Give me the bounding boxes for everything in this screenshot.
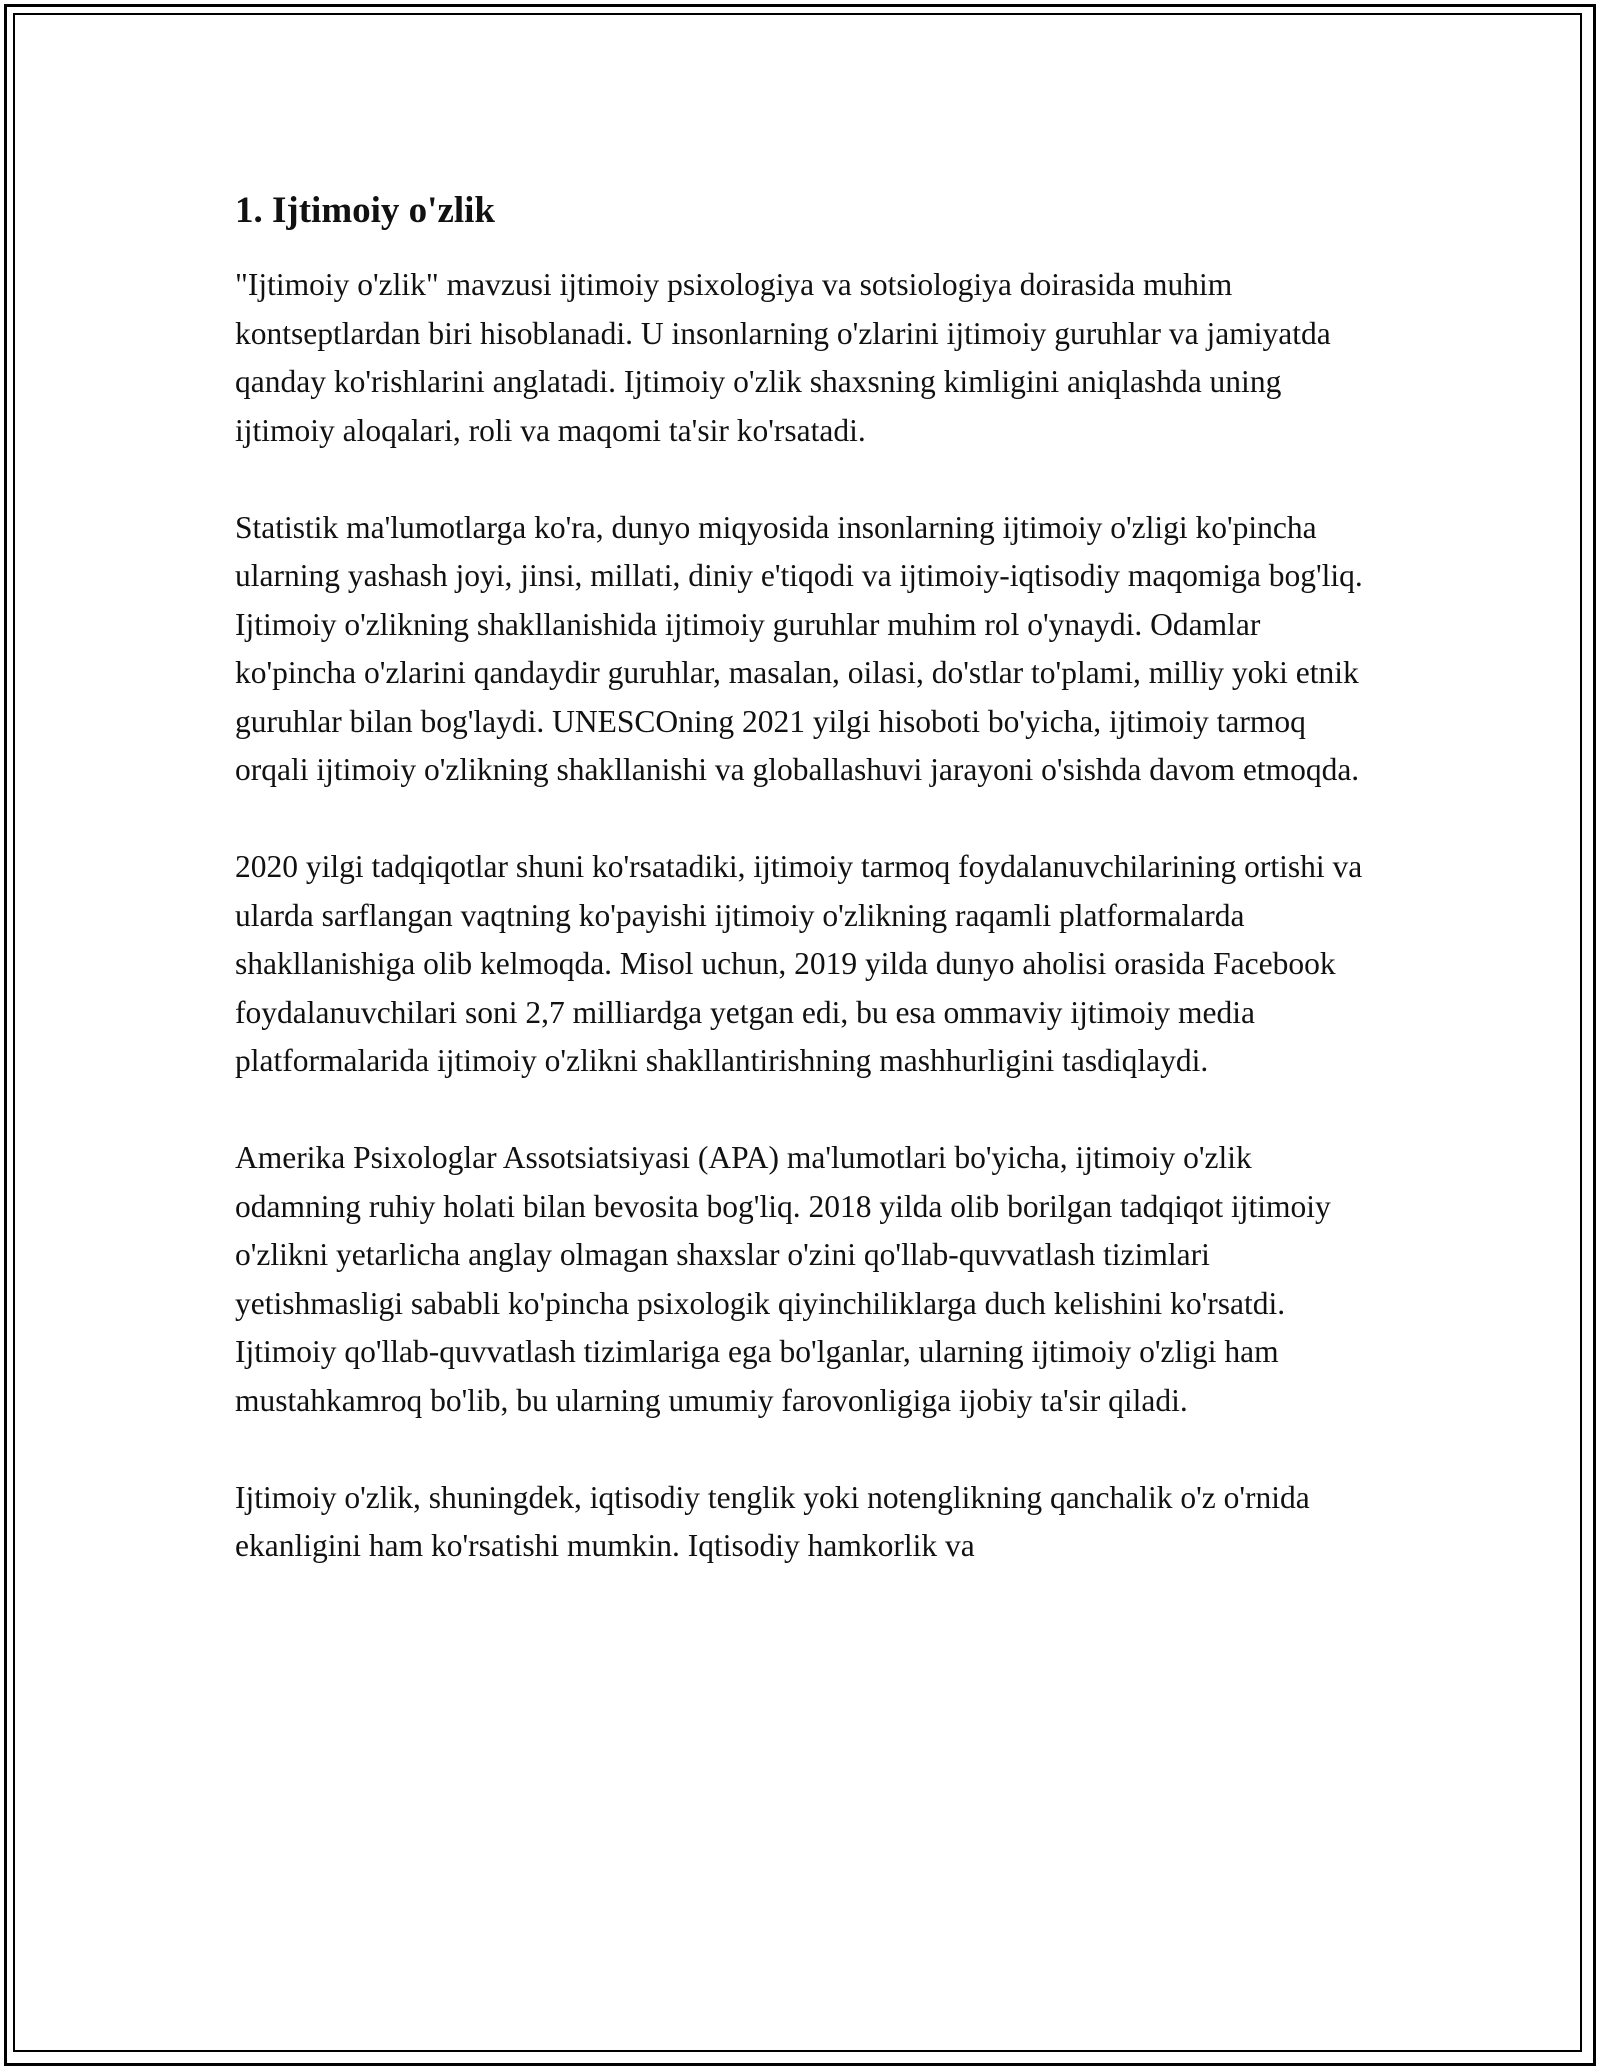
paragraph-3: 2020 yilgi tadqiqotlar shuni ko'rsatadiki, ijtimoiy tarmoq foydalanuvchilarining ortishi va ularda sarflangan vaqtning ko'payishi ijtimoiy o'zlikning raqamli platformalarda shakllanishiga olib kelmoqda. Misol uchun, 2019 yilda dunyo aholisi orasida Facebook foydalanuvchilari soni 2,7 milliardga yetgan edi, bu esa ommaviy ijtimoiy media platformalarida ijtimoiy o'zlikni shakllantirishning mashhurligini tasdiqlaydi. <box>235 849 1363 1078</box>
paragraph-4: Amerika Psixologlar Assotsiatsiyasi (APA) ma'lumotlari bo'yicha, ijtimoiy o'zlik odamning ruhiy holati bilan bevosita bog'liq. 2018 yilda olib borilgan tadqiqot ijtimoiy o'zlikni yetarlicha anglay olmagan shaxslar o'zini qo'llab-quvvatlash tizimlari yetishmasligi sababli ko'pincha psixologik qiyinchiliklarga duch kelishini ko'rsatdi. Ijtimoiy qo'llab-quvvatlash tizimlariga ega bo'lganlar, ularning ijtimoiy o'zligi ham mustahkamroq bo'lib, bu ularning umumiy farovonligiga ijobiy ta'sir qiladi. <box>235 1140 1331 1418</box>
section-heading: 1. Ijtimoiy o'zlik <box>235 190 496 231</box>
document-body <box>235 187 1385 1619</box>
paragraph-2: Statistik ma'lumotlarga ko'ra, dunyo miqyosida insonlarning ijtimoiy o'zligi ko'pincha ularning yashash joyi, jinsi, millati, diniy e'tiqodi va ijtimoiy-iqtisodiy maqomiga bog'liq. Ijtimoiy o'zlikning shakllanishida ijtimoiy guruhlar muhim rol o'ynaydi. Odamlar ko'pincha o'zlarini qandaydir guruhlar, masalan, oilasi, do'stlar to'plami, milliy yoki etnik guruhlar bilan bog'laydi. UNESCOning 2021 yilgi hisoboti bo'yicha, ijtimoiy tarmoq orqali ijtimoiy o'zlikning shakllanishi va globallashuvi jarayoni o'sishda davom etmoqda. <box>235 509 1363 787</box>
paragraph-1: "Ijtimoiy o'zlik" mavzusi ijtimoiy psixologiya va sotsiologiya doirasida muhim kontseptlardan biri hisoblanadi. U insonlarning o'zlarini ijtimoiy guruhlar va jamiyatda qanday ko'rishlarini anglatadi. Ijtimoiy o'zlik shaxsning kimligini aniqlashda uning ijtimoiy aloqalari, roli va maqomi ta'sir ko'rsatadi. <box>235 267 1331 448</box>
paragraph-5: Ijtimoiy o'zlik, shuningdek, iqtisodiy tenglik yoki notenglikning qanchalik o'z o'rnida ekanligini ham ko'rsatishi mumkin. Iqtisodiy hamkorlik va <box>235 1479 1310 1563</box>
